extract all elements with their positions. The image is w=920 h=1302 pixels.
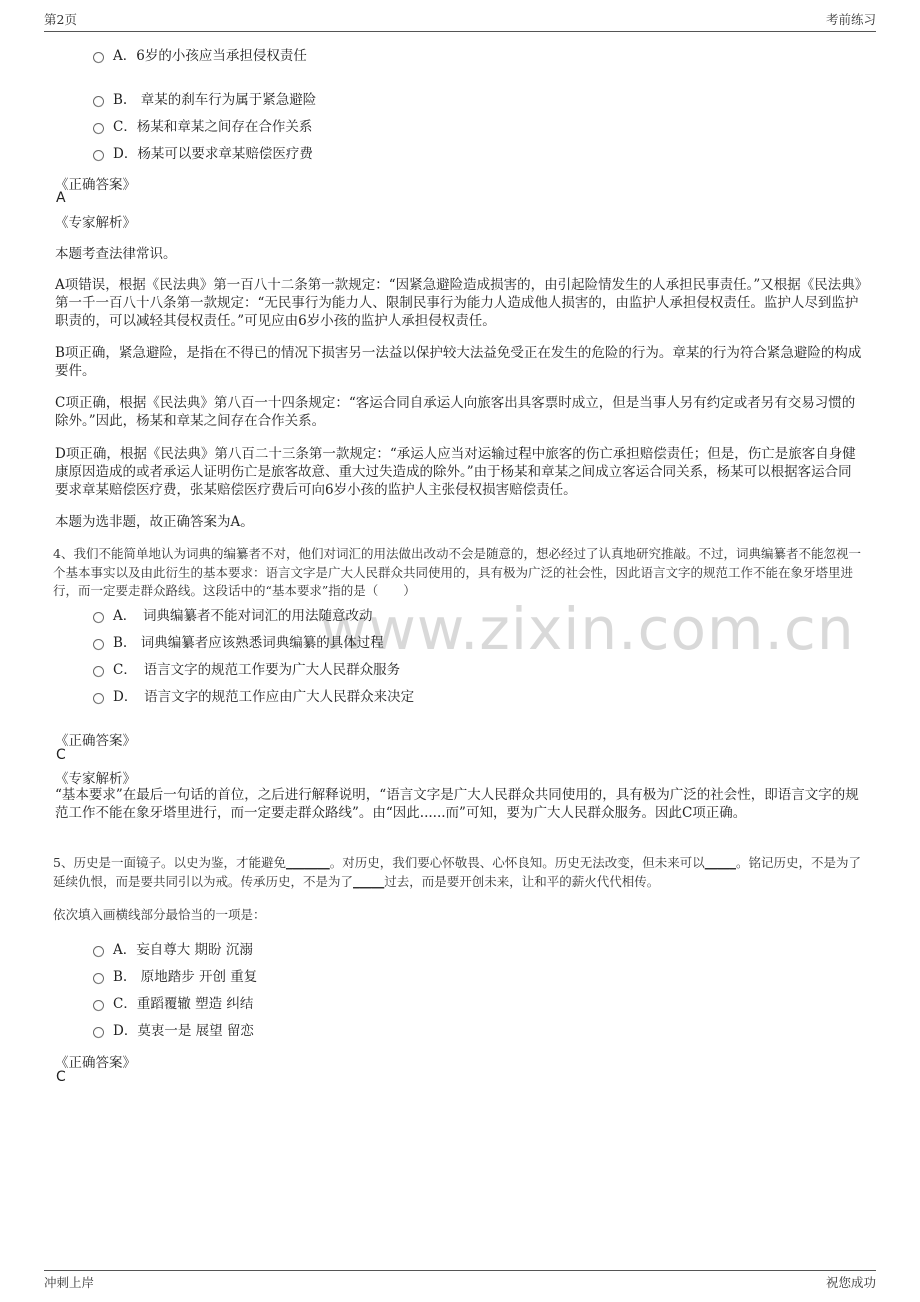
radio-icon[interactable] <box>93 52 104 63</box>
option-label: D．杨某可以要求章某赔偿医疗费 <box>113 146 313 162</box>
option-label: A． 词典编纂者不能对词汇的用法随意改动 <box>113 608 373 624</box>
footer-divider <box>44 1270 876 1271</box>
q5-blank: _____ <box>353 873 385 889</box>
q5-answer: C <box>56 1069 66 1085</box>
option-label: A．6岁的小孩应当承担侵权责任 <box>113 48 307 64</box>
q5-blank: _______ <box>285 855 330 870</box>
option-label: B. 原地踏步 开创 重复 <box>113 969 258 985</box>
radio-icon[interactable] <box>93 666 104 677</box>
q5-text-part: 5、历史是一面镜子。以史为鉴，才能避免 <box>53 855 286 870</box>
watermark: www.zixin.com.cn <box>320 595 855 663</box>
q4-analysis-label: 《专家解析》 <box>55 771 136 787</box>
option-label: C．杨某和章某之间存在合作关系 <box>113 119 313 135</box>
header-divider <box>44 31 876 32</box>
header-title: 考前练习 <box>825 12 876 27</box>
q5-text-part: 。对历史，我们要心怀敬畏、心怀良知。历史无法改变，但未来可以 <box>329 855 705 870</box>
option-label: D．莫衷一是 展望 留恋 <box>113 1023 254 1039</box>
q5-text-part: 。铭记历史，不是为了延续仇恨，而是要共同引以为戒。传承历史，不是为了 <box>53 855 861 889</box>
q5-answer-label: 《正确答案》 <box>55 1055 136 1071</box>
option-label: A．妄自尊大 期盼 沉溺 <box>113 942 253 958</box>
radio-icon[interactable] <box>93 973 104 984</box>
option-label: D． 语言文字的规范工作应由广大人民群众来决定 <box>113 689 415 705</box>
q3-answer: A <box>56 190 66 206</box>
q5-text-part: 过去，而是要开创未来，让和平的薪火代代相传。 <box>384 873 660 889</box>
q3-analysis-intro: 本题考查法律常识。 <box>55 246 177 262</box>
option-label: C． 语言文字的规范工作要为广大人民群众服务 <box>113 662 401 678</box>
q5-prompt: 依次填入画横线部分最恰当的一项是： <box>53 907 266 922</box>
radio-icon[interactable] <box>93 1000 104 1011</box>
option-label: B. 词典编纂者应该熟悉词典编纂的具体过程 <box>113 635 384 651</box>
radio-icon[interactable] <box>93 96 104 107</box>
footer-right-text: 祝您成功 <box>825 1275 876 1290</box>
radio-icon[interactable] <box>93 1027 104 1038</box>
q4-answer-label: 《正确答案》 <box>55 733 136 749</box>
q4-answer: C <box>56 747 66 763</box>
q3-answer-label: 《正确答案》 <box>55 177 136 193</box>
q4-analysis: “基本要求”在最后一句话的首位，之后进行解释说明，“语言文字是广大人民群众共同使用的，具有极为广泛的社会性，即语言文字的规范工作不能在象牙塔里进行，而一定要走群众路线”。由“因此......而”可知，要为广大人民群众服务。因此C项正确。 <box>55 787 859 821</box>
q3-analysis-b: B项正确，紧急避险，是指在不得已的情况下损害另一法益以保护较大法益免受正在发生的危险的行为。章某的行为符合紧急避险的构成要件。 <box>55 345 862 379</box>
option-label: B. 章某的刹车行为属于紧急避险 <box>113 92 317 108</box>
radio-icon[interactable] <box>93 612 104 623</box>
page-number: 第2页 <box>44 12 77 27</box>
q3-analysis-d: D项正确，根据《民法典》第八百二十三条第一款规定：“承运人应当对运输过程中旅客的伤亡承担赔偿责任；但是，伤亡是旅客自身健康原因造成的或者承运人证明伤亡是旅客故意、重大过失造成的除外。”由于杨某和章某之间成立客运合同关系，杨某可以根据客运合同要求章某赔偿医疗费，张某赔偿医疗费后可向6岁小孩的监护人主张侵权损害赔偿责任。 <box>55 446 856 498</box>
radio-icon[interactable] <box>93 639 104 650</box>
q3-analysis-label: 《专家解析》 <box>55 215 136 231</box>
q3-analysis-conclusion: 本题为选非题，故正确答案为A。 <box>55 514 254 530</box>
radio-icon[interactable] <box>93 123 104 134</box>
q5-question-text <box>53 854 863 891</box>
option-label: C．重蹈覆辙 塑造 纠结 <box>113 996 254 1012</box>
q5-blank: _____ <box>704 855 736 870</box>
q3-analysis-c: C项正确，根据《民法典》第八百一十四条规定：“客运合同自承运人向旅客出具客票时成立，但是当事人另有约定或者另有交易习惯的除外。”因此，杨某和章某之间存在合作关系。 <box>55 395 856 429</box>
q4-question-text: 4、我们不能简单地认为词典的编纂者不对，他们对词汇的用法做出改动不会是随意的，想必经过了认真地研究推敲。不过，词典编纂者不能忽视一个基本事实以及由此衍生的基本要求：语言文字是广大人民群众共同使用的，具有极为广泛的社会性，因此语言文字的规范工作不能在象牙塔里进行，而一定要走群众路线。这段话中的“基本要求”指的是（ ） <box>53 546 861 598</box>
q3-analysis-a: A项错误，根据《民法典》第一百八十二条第一款规定：“因紧急避险造成损害的，由引起险情发生的人承担民事责任。”又根据《民法典》第一千一百八十八条第一款规定：“无民事行为能力人、限制民事行为能力人造成他人损害的，由监护人承担侵权责任。监护人尽到监护职责的，可以减轻其侵权责任。”可见应由6岁小孩的监护人承担侵权责任。 <box>55 277 862 329</box>
radio-icon[interactable] <box>93 946 104 957</box>
footer-left-text: 冲刺上岸 <box>44 1275 95 1290</box>
radio-icon[interactable] <box>93 693 104 704</box>
radio-icon[interactable] <box>93 150 104 161</box>
